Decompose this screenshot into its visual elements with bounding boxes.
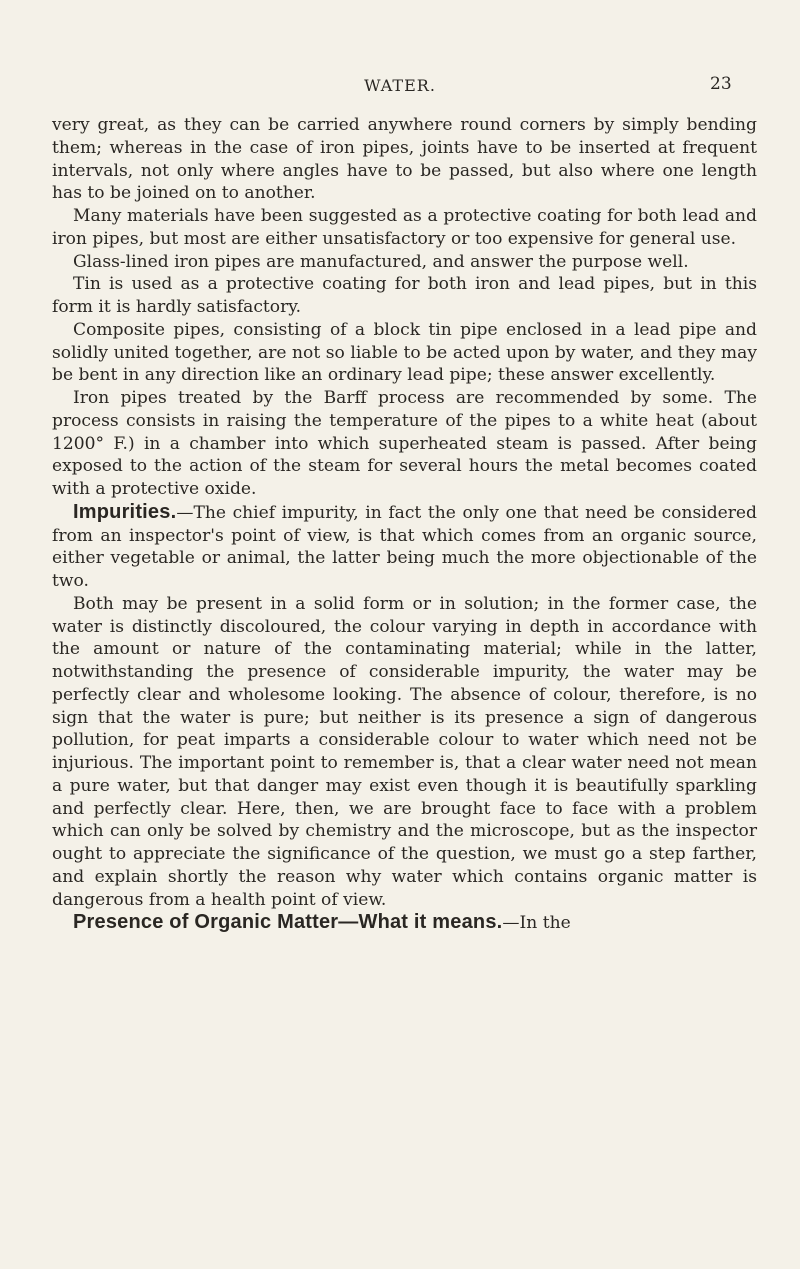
organic-matter-text: —In the — [502, 913, 571, 934]
paragraph-composite-pipes: Composite pipes, consisting of a block tin pipe enclosed in a lead pipe and solidly united together, are not so liable to be acted upon by water, and they may be bent in any direction like an ordinary lead pipe; these answer excellently. — [52, 319, 757, 386]
paragraph-glass-lined: Glass-lined iron pipes are manufactured, and answer the purpose well. — [73, 251, 689, 272]
paragraph-protective-coatings: Many materials have been suggested as a protective coating for both lead and iron pipes, but most are either unsatisfactory or too expensive for general use. — [52, 206, 757, 249]
page-number: 23 — [710, 74, 732, 94]
section-heading-organic-matter: Presence of Organic Matter—What it means. — [73, 911, 503, 934]
running-title: WATER. — [364, 76, 436, 95]
paragraph-solid-or-solution: Both may be present in a solid form or in solution; in the former case, the water is distinctly discoloured, the colour varying in depth in accordance with the amount or nature of the contaminating material; while in the latter, notwithstanding the presence of considerable impurity, the water may be perfectly clear and wholesome looking. The absence of colour, therefore, is no sign that the water is pure; but neither is its presence a sign of dangerous pollution, for peat imparts a considerable colour to water which need not be injurious. The important point to remember is, that a clear water need not mean a pure water, but that danger may exist even though it is beautifully sparkling and perfectly clear. Here, then, we are brought face to face with a problem which can only be solved by chemistry and the microscope, but as the inspector ought to appreciate the significance of the question, we must go a step farther, and explain shortly the reason why water which contains organic matter is dangerous from a health point of view. — [52, 593, 757, 910]
paragraph-continued: very great, as they can be carried anywhere round corners by simply bending them; whereas in the case of iron pipes, joints have to be inserted at frequent intervals, not only where angles have to be passed, but also where one length has to be joined on to another. — [52, 115, 757, 204]
paragraph-tin: Tin is used as a protective coating for both iron and lead pipes, but in this form it is hardly satisfactory. — [52, 274, 757, 317]
body-text — [52, 114, 757, 935]
impurities-text: —The chief impurity, in fact the only one that need be considered from an inspector's point of view, is that which comes from an organic source, either vegetable or animal, the latter being much the more objectionable of the two. — [52, 502, 757, 591]
paragraph-barff-process: Iron pipes treated by the Barff process are recommended by some. The process consists in raising the temperature of the pipes to a white heat (about 1200° F.) in a chamber into which superheated steam is passed. After being exposed to the action of the steam for several hours the metal becomes coated with a protective oxide. — [52, 388, 757, 499]
section-heading-impurities: Impurities. — [73, 500, 177, 523]
paragraph-impurities — [52, 501, 757, 593]
paragraph-organic-matter — [52, 911, 757, 935]
